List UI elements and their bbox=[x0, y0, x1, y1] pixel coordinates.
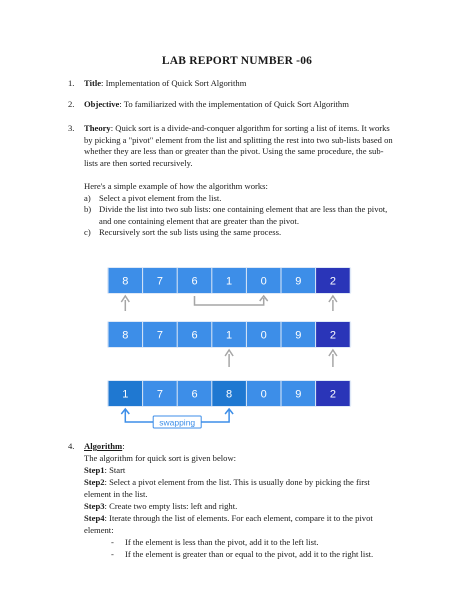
algorithm-step2 bbox=[84, 477, 370, 488]
swap-label: swapping bbox=[159, 417, 196, 428]
step-a-text: Select a pivot element from the list. bbox=[99, 192, 222, 203]
algorithm-step4 bbox=[84, 513, 373, 524]
step1-text: : Start bbox=[104, 465, 126, 475]
theory-label: Theory bbox=[84, 123, 111, 133]
objective-text: : To familiarized with the implementation of Quick Sort Algorithm bbox=[119, 99, 349, 109]
algorithm-step1 bbox=[84, 465, 125, 476]
step2-label: Step2 bbox=[84, 477, 105, 487]
array-cell-value-r1-6: 9 bbox=[295, 275, 302, 288]
step4-text: : Iterate through the list of elements. For each element, compare it to the pivot bbox=[104, 513, 373, 523]
array-cell-value-r3-1: 1 bbox=[122, 388, 129, 401]
bracket-r1 bbox=[195, 296, 264, 305]
algorithm-step2-cont: element in the list. bbox=[84, 489, 148, 499]
bullet-2-mark: - bbox=[111, 549, 114, 559]
step-b-text-1: Divide the list into two sub lists: one containing element that are less than the pivot, bbox=[99, 204, 388, 214]
array-cell-value-r1-2: 7 bbox=[156, 275, 163, 288]
algorithm-step3 bbox=[84, 501, 237, 512]
array-cell-value-r3-4: 8 bbox=[226, 388, 233, 401]
array-cell-value-r3-6: 9 bbox=[295, 388, 302, 401]
step1-label: Step1 bbox=[84, 465, 105, 475]
step2-text: : Select a pivot element from the list. This is usually done by picking the first bbox=[104, 477, 370, 487]
step-a-mark: a) bbox=[84, 192, 91, 203]
theory-line-4: lists are then sorted recursively. bbox=[84, 157, 193, 168]
theory-text-1: : Quick sort is a divide-and-conquer algorithm for sorting a list of items. It works bbox=[110, 123, 390, 133]
array-cell-value-r1-7: 2 bbox=[329, 275, 336, 288]
array-cell-value-r1-4: 1 bbox=[226, 275, 233, 288]
step-c-text: Recursively sort the sub lists using the same process. bbox=[99, 227, 282, 237]
step-b-text-2: and one containing element that are greater than the pivot. bbox=[99, 215, 299, 226]
array-cell-value-r3-5: 0 bbox=[260, 388, 267, 401]
title-text: : Implementation of Quick Sort Algorithm bbox=[101, 78, 247, 88]
step4-label: Step4 bbox=[84, 513, 105, 523]
example-intro: Here's a simple example of how the algorithm works: bbox=[84, 181, 268, 191]
array-cell-value-r2-2: 7 bbox=[156, 329, 163, 342]
algorithm-intro: The algorithm for quick sort is given below: bbox=[84, 453, 237, 463]
algorithm-step4-cont: element: bbox=[84, 525, 114, 535]
array-cell-value-r3-7: 2 bbox=[329, 388, 336, 401]
array-cell-value-r2-6: 9 bbox=[295, 329, 302, 342]
step-b-mark: b) bbox=[84, 204, 92, 214]
objective-label: Objective bbox=[84, 99, 120, 109]
title-label: Title bbox=[84, 78, 102, 88]
algorithm-colon: : bbox=[122, 441, 125, 451]
item-number-1: 1. bbox=[68, 78, 75, 88]
algorithm-label: Algorithm bbox=[84, 441, 123, 451]
array-cell-value-r1-1: 8 bbox=[122, 275, 129, 288]
array-cell-value-r2-1: 8 bbox=[122, 329, 129, 342]
page-title: LAB REPORT NUMBER -06 bbox=[161, 55, 313, 67]
item-number-2: 2. bbox=[68, 99, 75, 109]
bullet-2-text: If the element is greater than or equal to the pivot, add it to the right list. bbox=[125, 549, 374, 559]
array-cell-value-r2-5: 0 bbox=[260, 329, 267, 342]
algorithm-heading bbox=[84, 441, 125, 452]
array-cell-value-r3-2: 7 bbox=[156, 388, 163, 401]
array-cell-value-r2-7: 2 bbox=[329, 329, 336, 342]
step3-label: Step3 bbox=[84, 501, 105, 511]
bullet-1-mark: - bbox=[111, 537, 114, 547]
theory-line-2: by picking a "pivot" element from the list and splitting the rest into two sub-lists based on bbox=[84, 134, 393, 145]
bullet-1-text: If the element is less than the pivot, add it to the left list. bbox=[125, 537, 319, 547]
item-number-3: 3. bbox=[68, 123, 75, 133]
array-cell-value-r2-3: 6 bbox=[191, 329, 198, 342]
array-cell-value-r2-4: 1 bbox=[226, 329, 233, 342]
array-cell-value-r3-3: 6 bbox=[191, 388, 198, 401]
array-cell-value-r1-5: 0 bbox=[260, 275, 267, 288]
theory-line-3: whether they are less than or greater than the pivot. Using the same procedure, the sub- bbox=[84, 146, 384, 156]
step3-text: : Create two empty lists: left and right. bbox=[104, 501, 238, 511]
step-c-mark: c) bbox=[84, 227, 91, 237]
item-number-4: 4. bbox=[68, 441, 75, 451]
array-cell-value-r1-3: 6 bbox=[191, 275, 198, 288]
